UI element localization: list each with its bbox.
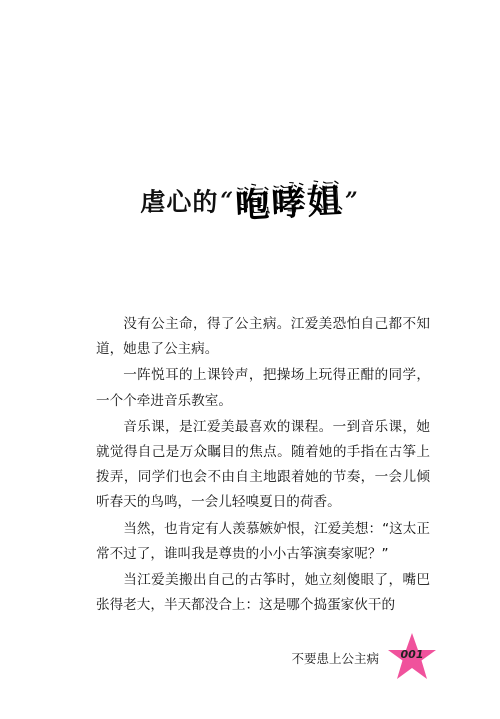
- chapter-title-open-quote: “: [220, 187, 233, 214]
- paragraph: 当江爱美搬出自己的古筝时，她立刻傻眼了，嘴巴张得老大，半天都没合上：这是哪个捣蛋家伙干的: [96, 572, 430, 614]
- paragraph: 当然，也肯定有人羡慕嫉妒恨，江爱美想：“这太正常不过了，谁叫我是尊贵的小小古筝演奏家呢？”: [96, 520, 430, 562]
- paragraph: 音乐课，是江爱美最喜欢的课程。一到音乐课，她就觉得自己是万众瞩目的焦点。随着她的手指在古筝上拨弄，同学们也会不由自主地跟着她的节奏，一会儿倾听春天的鸟鸣，一会儿轻嗅夏日的荷香。: [96, 418, 430, 511]
- page-number: 001: [400, 648, 424, 661]
- chapter-title: [0, 176, 500, 225]
- page-footer: [0, 633, 500, 683]
- running-footer-book-title: 不要患上公主病: [291, 651, 379, 666]
- chapter-title-plain: 虐心的: [140, 187, 219, 217]
- paragraph: 没有公主命，得了公主病。江爱美恐怕自己都不知道，她患了公主病。: [96, 316, 430, 358]
- body-text: [96, 312, 430, 619]
- chapter-title-decorative: 咆哮姐: [234, 181, 345, 227]
- paragraph: 一阵悦耳的上课铃声，把操场上玩得正酣的同学，一个个牵进音乐教室。: [96, 367, 430, 409]
- chapter-title-close-quote: ”: [345, 187, 358, 214]
